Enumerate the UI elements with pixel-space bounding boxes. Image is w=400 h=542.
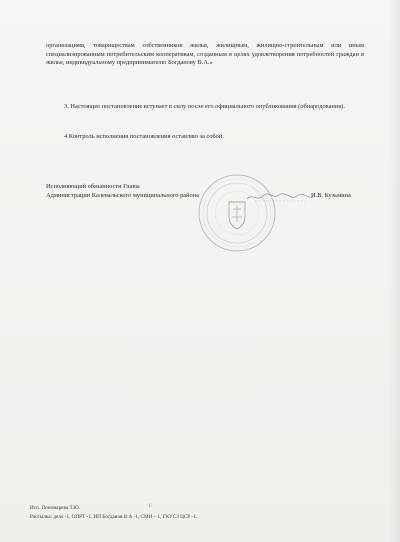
signatory-name: И.В. Кузьмина	[311, 192, 351, 199]
handwritten-signature-icon	[245, 190, 315, 204]
body-paragraph-1: организациям, товариществам собственников жилья, жилищным, жилищно-строительным или иным специализированным потребительским кооперативам, созданным в целях удовлетворения потребностей граждан в жилье, индивидуальному предпринимателю Богданову В.А.»	[46, 42, 364, 67]
footer-executor: Исп. Пономарева Т.Ю.	[30, 505, 81, 511]
page-number: 1/	[148, 504, 152, 509]
page-edge-shadow	[388, 0, 400, 542]
signatory-title-line-2: Администрации Калевальского муниципального района	[46, 191, 199, 199]
body-paragraph-3: 4 Контроль исполнения постановления оставляю за собой.	[64, 133, 224, 140]
footer-distribution: Рассылка: дело -1, ОПРТ -1, ИП Богданов В.А -1, СМИ – 1, ГКУСЗ ЦСР -1.	[30, 514, 198, 520]
body-paragraph-2: 3. Настоящее постановление вступает в силу после его официального опубликования (обнародования).	[64, 103, 345, 110]
signatory-title-line-1: Исполняющий обязанности Главы	[46, 183, 140, 190]
official-seal-icon	[196, 172, 278, 254]
